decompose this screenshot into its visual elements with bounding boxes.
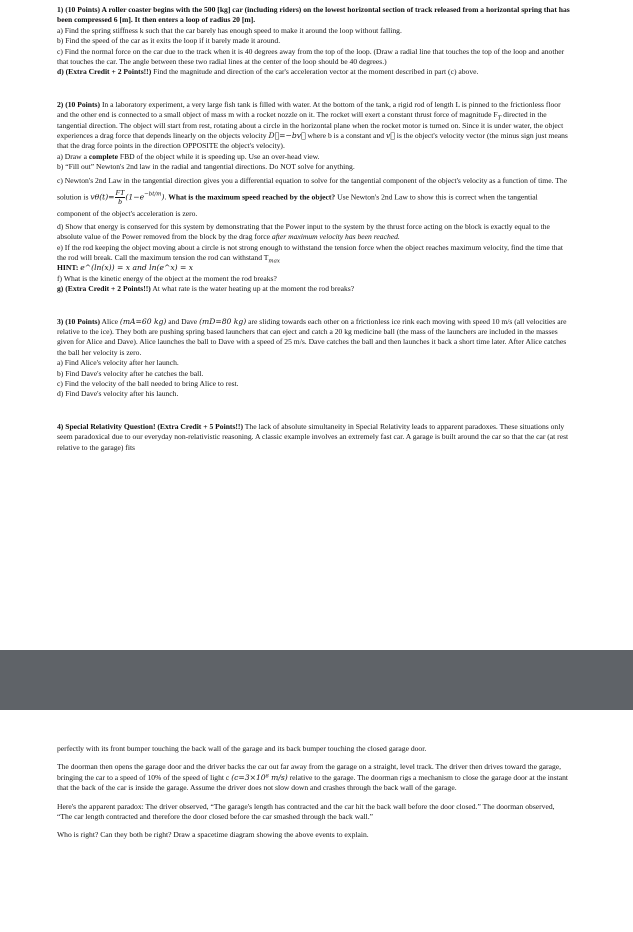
q1-part-c: c) Find the normal force on the car due to the track when it is 40 degrees away from the top of the loop. (Draw a radial line that touches the top of the loop and another that touches the car. The angle between these two radial lines at the center of the loop should be 40 degrees.)	[57, 46, 565, 67]
q2-part-g	[57, 284, 571, 294]
question-2	[57, 100, 571, 295]
q2-part-d-text: d) Show that energy is conserved for this system by demonstrating that the Power input to the system by the thrust force acting on the block is exactly equal to the absolute value of the Power removed from the block by the drag force	[57, 221, 550, 242]
q2-head: 2) (10 Points)	[57, 99, 101, 109]
q2-part-c-text: c) Newton's 2nd Law in the tangential direction gives you a differential equation to solve for the tangential component of the object's velocity as a function of time. The solution is	[57, 175, 568, 201]
q4-text: The lack of absolute simultaneity in Special Relativity leads to apparent paradoxes. These situations only seem paradoxical due to our everyday non-relativistic reasoning. A classic example involves an extremely fast car. A garage is built around the car so that the car (at rest relative to the garage) fits	[57, 421, 569, 452]
q1-prompt	[57, 5, 571, 26]
q2-part-f: f) What is the kinetic energy of the object at the moment the rod breaks?	[57, 273, 277, 283]
q2-solution-close: )	[161, 191, 165, 201]
q2-prompt	[57, 100, 571, 152]
q3-part-c: c) Find the velocity of the ball needed to bring Alice to rest.	[57, 378, 239, 388]
q3-alice-mass: (mA=60 kg)	[119, 316, 167, 326]
q2-tmax-subscript: max	[268, 258, 280, 265]
q2-part-a-bold: complete	[88, 151, 118, 161]
q2-fraction-denominator: b	[118, 196, 122, 206]
q4-prompt	[57, 422, 571, 453]
q1-part-a: a) Find the spring stiffness k such that the car barely has enough speed to make it around the loop without falling.	[57, 25, 402, 35]
q2-part-c-bold: What is the maximum speed reached by the object?	[168, 191, 336, 201]
q2-solution-lhs: vθ(t)=	[90, 191, 115, 201]
q2-solution-exponent: −bt/m	[144, 191, 162, 198]
question-4	[57, 422, 571, 453]
q2-solution-fraction	[115, 189, 126, 206]
page-gap	[0, 650, 633, 710]
q1-part-d	[57, 67, 571, 77]
q3-text-b: and Dave	[168, 316, 198, 326]
q4-paragraph-4: Who is right? Can they both be right? Draw a spacetime diagram showing the above events to explain.	[57, 830, 369, 840]
q2-part-b: b) “Fill out” Newton's 2nd law in the radial and tangential directions. Do NOT solve for anything.	[57, 162, 355, 172]
q2-part-a	[57, 152, 571, 162]
q3-part-b: b) Find Dave's velocity after he catches the ball.	[57, 368, 204, 378]
q2-part-e-text: e) If the rod keeping the object moving about a circle is not strong enough to withstand the tension force when the object reaches maximum velocity, find the time that the rod will break. Call the maximum tension the rod can withstand T	[57, 242, 564, 262]
q2-intro-d: is the object's velocity vector (the minus sign just means that the drag force points in the direction OPPOSITE the object's velocity).	[57, 131, 568, 151]
q4-speed-of-light: (c=3×10⁸ m/s)	[231, 772, 288, 782]
question-1	[57, 5, 571, 78]
q2-velocity-vector: v⃗	[385, 131, 395, 141]
page-1-content	[57, 5, 571, 467]
q4-p2-text-a: The doorman then opens the garage door and the driver backs the car out far away from the garage on a straight, level track. The driver then drives toward the garage, bringing the car to a speed of 10% of the speed of light c	[57, 762, 562, 782]
q2-intro-c: where b is a constant and	[307, 131, 385, 141]
q2-thrust-subscript: T	[497, 115, 502, 122]
q4-paragraph-2	[57, 762, 571, 793]
q2-part-g-text: At what rate is the water heating up at the moment the rod breaks?	[152, 284, 355, 294]
q2-part-c: c) Newton's 2nd Law in the tangential direction gives you a differential equation to solve for the tangential component of the object's velocity as a function of time. The solution is vθ(t)= $\frac{FT}{b}$ $(1-e^{-bt/m})$. What is the maximum speed reached by the object? Use Newton's 2nd Law to show this is correct when the tangential component of the object's acceleration is zero.	[57, 175, 568, 218]
question-3	[57, 317, 571, 400]
q2-hint-head: HINT:	[57, 263, 79, 273]
q3-head: 3) (10 Points)	[57, 316, 101, 326]
q2-intro-b: directed in the tangential direction. The object will start from rest, rotating about a circle in the horizontal plane when the rocket motor is turned on. Since it is under water, the object experiences a drag force that depends linearly on the objects velocity	[57, 110, 564, 141]
q3-text-c: are sliding towards each other on a frictionless ice rink each moving with speed 10 m/s (all velocities are relative to the ice). They both are pushing spring based launchers that can eject and catch a 20 kg medicine ball (the mass of the launchers are included in the masses given for Alice and Dave). Alice launches the ball to Dave with a speed of 25 m/s. Dave catches the ball and then launches it back a short time later. After Alice catches the ball her velocity is zero.	[57, 316, 567, 357]
q4-paragraph-3: Here's the apparent paradox: The driver observed, “The garage's length has contracted and the car hit the back wall before the door closed.” The doorman observed, “The car length contracted and therefore the door closed before the car smashed through the back wall.”	[57, 801, 555, 822]
q2-part-g-head: g) (Extra Credit + 2 Points!!)	[57, 284, 151, 294]
q1-part-d-text: Find the magnitude and direction of the car's acceleration vector at the moment described in part (c) above.	[153, 67, 479, 77]
q3-dave-mass: (mD=80 kg)	[199, 316, 247, 326]
q2-part-d-italic: after maximum velocity has been reached.	[271, 232, 400, 242]
q2-hint-math: e^(ln(x)) = x and ln(e^x) = x	[80, 263, 194, 273]
q2-drag-equation: D⃗=−bv⃗	[268, 131, 306, 141]
q1-intro: 1) (10 Points) A roller coaster begins with the 500 [kg] car (including riders) on the lowest horizontal section of track released from a horizontal spring that has been compressed 6 [m]. It then enters a loop of radius 20 [m].	[57, 5, 570, 25]
page-2-content	[57, 744, 571, 841]
q4-continued: perfectly with its front bumper touching the back wall of the garage and its back bumper touching the closed garage door.	[57, 744, 427, 753]
q2-part-a-pre: a) Draw a	[57, 151, 87, 161]
q3-prompt	[57, 317, 571, 359]
q3-part-a: a) Find Alice's velocity after her launch.	[57, 358, 179, 368]
q2-solution-rhs: (1−e	[125, 191, 145, 201]
q3-text-a: Alice	[101, 316, 118, 326]
q2-hint	[57, 263, 571, 273]
q2-part-d	[57, 222, 571, 243]
q1-part-b: b) Find the speed of the car as it exits the loop if it barely made it around.	[57, 36, 281, 46]
q2-intro-a: In a laboratory experiment, a very large fish tank is filled with water. At the bottom of the tank, a rigid rod of length L is pinned to the frictionless floor and the other end is connected to a small object of mass m with a rocket nozzle on it. The rocket will exert a constant thrust force of magnitude F	[57, 99, 561, 120]
q3-part-d: d) Find Dave's velocity after his launch.	[57, 389, 179, 399]
q2-part-c-tail: Use Newton's 2nd Law to show this is correct when the tangential component of the object's acceleration is zero.	[57, 191, 538, 218]
q1-part-d-head: d) (Extra Credit + 2 Points!!)	[57, 67, 152, 77]
q2-part-a-post: FBD of the object while it is speeding up. Use an over-head view.	[119, 151, 320, 161]
q4-head: 4) Special Relativity Question! (Extra Credit + 5 Points!!)	[57, 421, 243, 431]
q4-p2-text-b: relative to the garage. The doorman rigs a mechanism to close the garage door at the instant that the back of the car is inside the garage. Assume the driver does not slow down and crashes through the back wall of the garage.	[57, 772, 569, 793]
q2-part-e	[57, 243, 571, 264]
q2-fraction-numerator: FT	[115, 187, 125, 197]
